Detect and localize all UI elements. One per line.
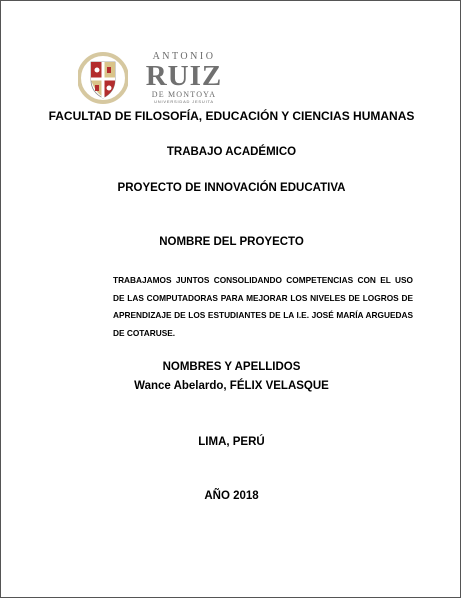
project-type: PROYECTO DE INNOVACIÓN EDUCATIVA xyxy=(117,182,346,194)
logo-tagline: UNIVERSIDAD JESUITA xyxy=(154,99,214,104)
project-title: TRABAJAMOS JUNTOS CONSOLIDANDO COMPETENCIAS CON EL USO DE LAS COMPUTADORAS PARA MEJORAR LOS NIVELES DE LOGROS DE APRENDIZAJE DE LOS ESTUDIANTES DE LA I.E. JOSÉ MARÍA ARGUEDAS DE COTARUSE. xyxy=(113,275,413,338)
university-logo xyxy=(78,50,238,106)
logo-sub-text: DE MONTOYA xyxy=(151,90,217,99)
logo-top-text: ANTONIO xyxy=(152,51,216,62)
place: LIMA, PERÚ xyxy=(198,436,265,448)
document-type: TRABAJO ACADÉMICO xyxy=(166,146,297,158)
project-name-heading: NOMBRE DEL PROYECTO xyxy=(159,236,304,248)
author-heading: NOMBRES Y APELLIDOS xyxy=(162,361,301,373)
crest-icon xyxy=(78,50,128,106)
year: AÑO 2018 xyxy=(204,490,259,502)
author-name: Wance Abelardo, FÉLIX VELASQUE xyxy=(134,380,329,392)
logo-main-text: RUIZ xyxy=(145,60,223,92)
faculty-heading: FACULTAD DE FILOSOFÍA, EDUCACIÓN Y CIENCIAS HUMANAS xyxy=(48,109,415,123)
logo-wordmark xyxy=(130,50,238,105)
